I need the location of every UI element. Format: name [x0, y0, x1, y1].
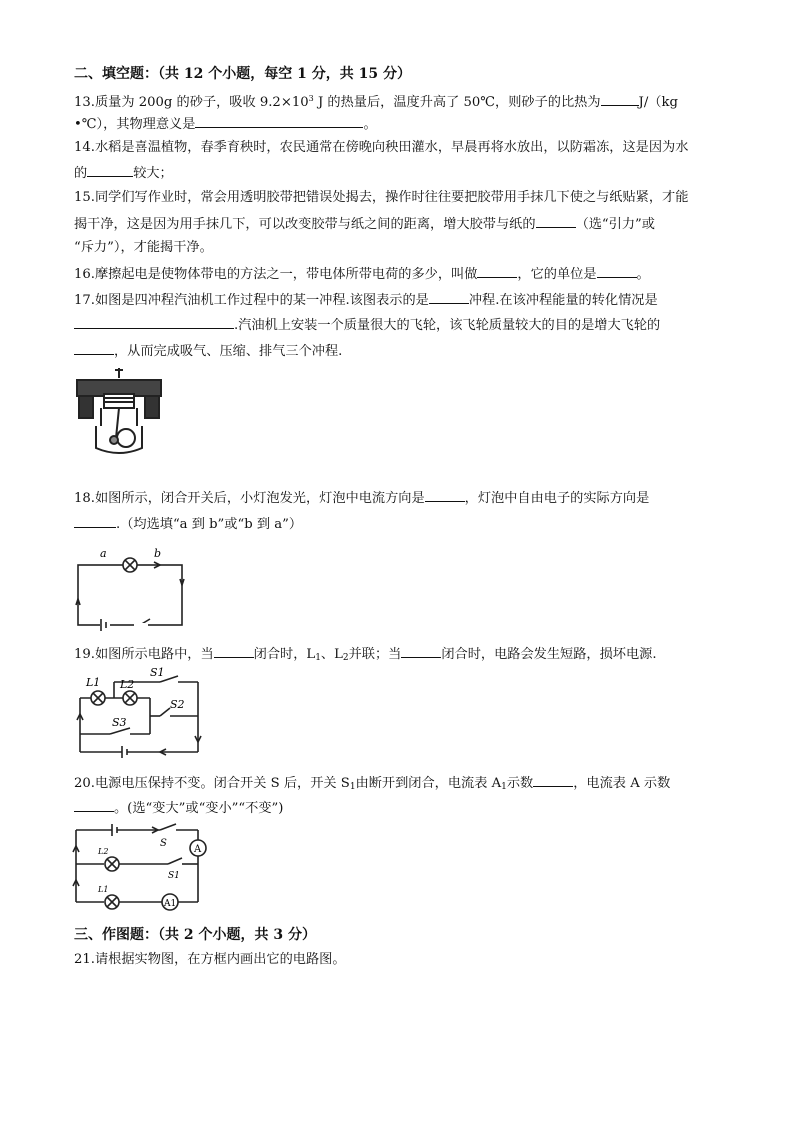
q20-text-c: 示数 — [506, 776, 534, 791]
q19-text-b: 闭合时，L — [253, 647, 316, 662]
label-S3: S3 — [112, 716, 127, 729]
q13-text-e: 。 — [363, 117, 377, 132]
q15-text-b: （选“引力”或 — [575, 217, 655, 232]
q19-sub-1: 1 — [315, 653, 321, 663]
q16-text-b: ，它的单位是 — [517, 267, 597, 282]
q16-blank-1[interactable] — [477, 263, 517, 278]
q20-blank-2[interactable] — [74, 797, 114, 812]
label-L1: L1 — [98, 885, 109, 894]
q20-sub-2: 1 — [501, 782, 507, 792]
section3-heading: 三、作图题：（共 2 个小题，共 3 分） — [74, 927, 316, 943]
simple-circuit-figure — [70, 543, 190, 633]
q15-line1: 15.同学们写作业时，常会用透明胶带把错误处揭去，操作时往往要把胶带用手抹几下使之与纸贴紧，才能 — [74, 190, 689, 205]
q18-text-b: ，灯泡中自由电子的实际方向是 — [464, 491, 650, 506]
q15-line3: “斥力”），才能揭干净。 — [74, 240, 213, 255]
q19-blank-1[interactable] — [214, 643, 254, 658]
label-S1: S1 — [168, 871, 180, 881]
q16-blank-2[interactable] — [597, 263, 637, 278]
q17-blank-1[interactable] — [429, 289, 469, 304]
label-A1: A1 — [164, 899, 177, 909]
q15-blank[interactable] — [536, 213, 576, 228]
q13-text-c: J/（kg — [638, 95, 678, 110]
label-S: S — [160, 838, 167, 849]
q17-blank-2[interactable] — [74, 314, 234, 329]
label-S2: S2 — [170, 698, 185, 711]
q14-text-a: 的 — [74, 166, 88, 181]
section2-heading: 二、填空题：（共 12 个小题，每空 1 分，共 15 分） — [74, 66, 411, 82]
q13-text-b: J 的热量后，温度升高了 50℃，则砂子的比热为 — [313, 95, 601, 110]
q19-text-a: 19.如图所示电路中，当 — [74, 647, 214, 662]
q17-line3 — [74, 340, 342, 362]
label-S1: S1 — [150, 666, 165, 679]
q13-text-a: 13.质量为 200g 的砂子，吸收 9.2×10 — [74, 95, 309, 110]
q19-text-d: 并联；当 — [348, 647, 402, 662]
q13-blank-2[interactable] — [195, 113, 363, 128]
q20-text-e: 。(选“变大”或“变小”“不变”) — [114, 801, 284, 816]
ammeter-circuit-figure — [68, 820, 218, 920]
q20-blank-1[interactable] — [533, 772, 573, 787]
label-A: A — [194, 844, 202, 855]
q18-text-a: 18.如图所示，闭合开关后，小灯泡发光，灯泡中电流方向是 — [74, 491, 425, 506]
q19-sub-2: 2 — [342, 653, 349, 663]
q16-text-a: 16.摩擦起电是使物体带电的方法之一，带电体所带电荷的多少，叫做 — [74, 267, 478, 282]
q20-sub-1: 1 — [349, 782, 356, 792]
q17-text-a: 17.如图是四冲程汽油机工作过程中的某一冲程.该图表示的是 — [74, 293, 429, 308]
parallel-circuit-figure — [70, 664, 210, 764]
q13-line1 — [74, 89, 678, 113]
q19-blank-2[interactable] — [401, 643, 441, 658]
q18-blank-1[interactable] — [425, 487, 465, 502]
q19-text-e: 闭合时，电路会发生短路，损坏电源. — [441, 647, 657, 662]
q18-blank-2[interactable] — [74, 513, 116, 528]
q13-text-d: •℃），其物理意义是 — [74, 117, 196, 132]
q15-text-a: 揭干净，这是因为用手抹几下，可以改变胶带与纸之间的距离，增大胶带与纸的 — [74, 217, 536, 232]
label-L1: L1 — [86, 676, 101, 689]
q17-text-b: 冲程.在该冲程能量的转化情况是 — [468, 293, 658, 308]
q17-line2 — [74, 314, 660, 336]
engine-stroke-figure — [74, 366, 164, 456]
label-L2: L2 — [98, 847, 109, 856]
q18-line2 — [74, 513, 302, 535]
q20-line1 — [74, 772, 670, 797]
q20-line2 — [74, 797, 283, 819]
q14-line2 — [74, 162, 173, 184]
q13-exponent: 3 — [308, 94, 314, 103]
q20-text-a: 20.电源电压保持不变。闭合开关 S 后，开关 S — [74, 776, 350, 791]
q18-text-c: .（均选填“a 到 b”或“b 到 a”） — [116, 517, 303, 532]
q14-line1: 14.水稻是喜温植物，春季育秧时，农民通常在傍晚向秧田灌水，早晨再将水放出，以防霜冻，这是因为水 — [74, 140, 689, 155]
q17-text-c: .汽油机上安装一个质量很大的飞轮，该飞轮质量较大的目的是增大飞轮的 — [234, 318, 661, 333]
q17-line1 — [74, 289, 658, 311]
q16-line1 — [74, 263, 650, 285]
q14-blank[interactable] — [87, 162, 133, 177]
q14-text-b: 较大； — [133, 166, 173, 181]
q20-text-d: ，电流表 A 示数 — [573, 776, 671, 791]
q15-line2 — [74, 213, 655, 235]
label-b: b — [154, 547, 162, 560]
q21-line1: 21.请根据实物图，在方框内画出它的电路图。 — [74, 952, 346, 967]
label-L2: L2 — [120, 678, 135, 691]
q19-text-c: 、L — [320, 647, 343, 662]
q13-line2 — [74, 113, 377, 135]
q17-text-d: ，从而完成吸气、压缩、排气三个冲程. — [114, 344, 343, 359]
q16-text-c: 。 — [636, 267, 650, 282]
q17-blank-3[interactable] — [74, 340, 114, 355]
q13-blank-1[interactable] — [601, 91, 639, 106]
label-a: a — [100, 547, 107, 560]
q18-line1 — [74, 487, 649, 509]
q20-text-b: 由断开到闭合，电流表 A — [355, 776, 502, 791]
